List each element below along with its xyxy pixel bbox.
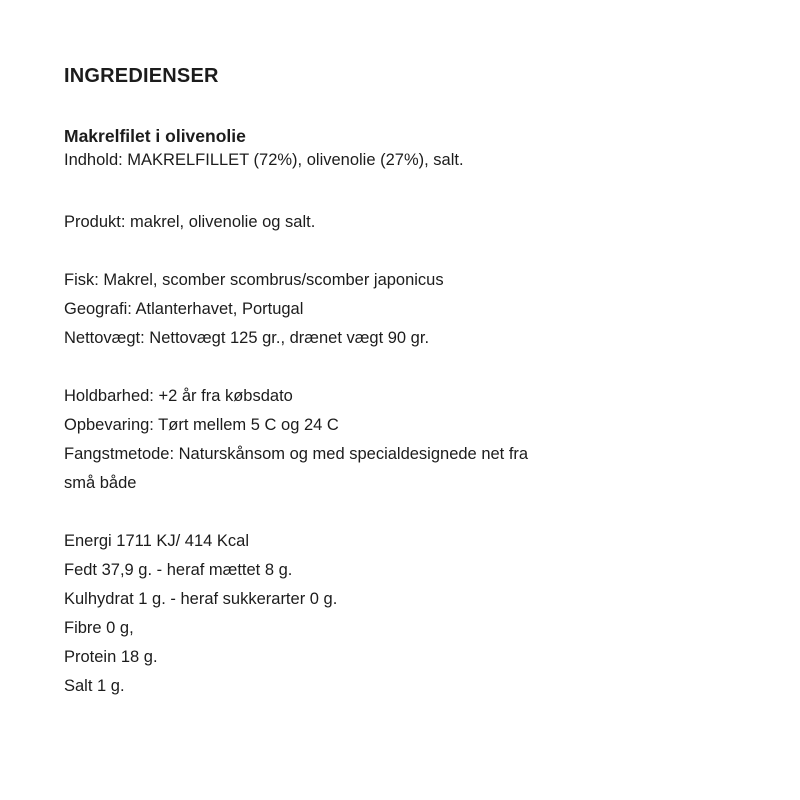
catch-method-line: Fangstmetode: Naturskånsom og med specialdesignede net fra små både (64, 445, 529, 492)
shelf-life-line: Holdbarhed: +2 år fra købsdato (64, 387, 293, 405)
section-storage (64, 382, 539, 498)
fat-line: Fedt 37,9 g. - heraf mættet 8 g. (64, 561, 293, 579)
salt-line: Salt 1 g. (64, 677, 125, 695)
section-fish-origin (64, 266, 539, 353)
geography-line: Geografi: Atlanterhavet, Portugal (64, 300, 304, 318)
fish-line: Fisk: Makrel, scomber scombrus/scomber japonicus (64, 271, 444, 289)
contents-line: Indhold: MAKRELFILLET (72%), olivenolie (27%), salt. (64, 151, 464, 169)
section-nutrition (64, 527, 539, 701)
carbohydrate-line: Kulhydrat 1 g. - heraf sukkerarter 0 g. (64, 590, 338, 608)
energy-line: Energi 1711 KJ/ 414 Kcal (64, 532, 249, 550)
product-title: Makrelfilet i olivenolie (64, 126, 246, 146)
fibre-line: Fibre 0 g, (64, 619, 134, 637)
section-product (64, 208, 539, 237)
protein-line: Protein 18 g. (64, 648, 158, 666)
product-line: Produkt: makrel, olivenolie og salt. (64, 213, 316, 231)
net-weight-line: Nettovægt: Nettovægt 125 gr., drænet vægt 90 gr. (64, 329, 430, 347)
storage-line: Opbevaring: Tørt mellem 5 C og 24 C (64, 416, 339, 434)
page-title: INGREDIENSER (64, 65, 219, 87)
product-intro (64, 124, 539, 172)
